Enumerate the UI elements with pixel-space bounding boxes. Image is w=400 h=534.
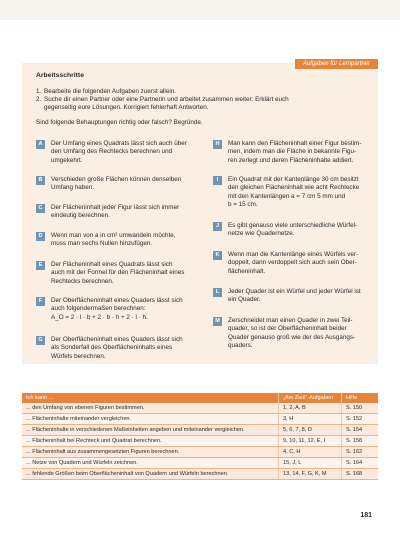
table-cell: ... Flächeninhalt aus zusammengesetzten Figuren berechnen. — [26, 449, 180, 455]
statement-i — [213, 176, 359, 209]
statement-f — [36, 297, 183, 322]
top-bar — [0, 0, 400, 20]
statement-text: Zerschneidet man einen Quader in zwei Teil- quader, so ist der Oberflächeninhalt beider Quader genauso groß wie der des Ausgangs- quaders. — [228, 317, 356, 349]
letter-badge: L — [213, 288, 222, 297]
table-row — [22, 436, 378, 447]
statement-text: Es gibt genauso viele unterschiedliche Würfel- netze wie Quadernetze. — [228, 222, 358, 238]
statement-c — [36, 204, 179, 221]
table-cell: ... den Umfang von ebenen Figuren bestimmen. — [26, 405, 145, 411]
table-cell: ... Flächeninhalte miteinander vergleichen. — [26, 416, 132, 422]
table-cell: 3, H — [278, 414, 341, 424]
table-cell: S. 154 — [341, 425, 378, 435]
statement-text: Verschieden große Flächen können denselben Umfang haben. — [51, 176, 182, 192]
table-row — [22, 425, 378, 436]
table-cell: 15, J, L — [278, 458, 341, 468]
statement-text: Der Oberflächeninhalt eines Quaders lässt sich auch folgendermaßen berechnen: A_O = 2 · l · b + 2 · b · h + 2 · l · h. — [51, 297, 183, 321]
letter-badge: F — [36, 297, 45, 306]
table-body — [22, 403, 378, 480]
statement-j — [213, 222, 357, 239]
statement-text: Ein Quadrat mit der Kantenlänge 30 cm besitzt den gleichen Flächeninhalt wie acht Rechtecke mit den Kantenlängen a = 7 cm 5 mm und b = 15 cm. — [228, 176, 360, 208]
letter-badge: K — [213, 251, 222, 260]
statement-text: Wenn man die Kantenlänge eines Würfels ver- doppelt, dann verdoppelt sich auch sein Ober- flächeninhalt. — [228, 251, 359, 275]
letter-badge: E — [36, 261, 45, 270]
statement-text: Jeder Quader ist ein Würfel und jeder Würfel ist ein Quader. — [228, 288, 361, 304]
statement-text: Der Umfang eines Quadrats lässt sich auch über den Umfang des Rechtecks berechnen und umgekehrt. — [51, 140, 187, 164]
table-row — [22, 414, 378, 425]
step-text: Bearbeite die folgenden Aufgaben zuerst allein. — [44, 88, 176, 95]
statement-text: Man kann den Flächeninhalt einer Figur bestim- men, indem man die Fläche in bekannte Figu- ren zerlegt und deren Flächeninhalte addiert. — [228, 140, 362, 164]
table-row — [22, 403, 378, 414]
statement-e — [36, 261, 184, 286]
letter-badge: D — [36, 232, 45, 241]
letter-badge: C — [36, 204, 45, 213]
table-cell: S. 158 — [341, 436, 378, 446]
table-header — [22, 393, 378, 403]
letter-badge: H — [213, 140, 222, 149]
table-row — [22, 458, 378, 469]
statement-g — [36, 336, 183, 361]
step-number: 2. — [36, 96, 42, 103]
step-number: 1. — [36, 88, 42, 95]
statement-a — [36, 140, 187, 165]
steps-list — [36, 88, 356, 112]
letter-badge: M — [213, 317, 222, 326]
table-cell: 5, 6, 7, 8, D — [278, 425, 341, 435]
letter-badge: I — [213, 176, 222, 185]
table-cell: 4, C, H — [278, 447, 341, 457]
table-cell: 1, 2, A, B — [278, 403, 341, 413]
step-item — [36, 96, 356, 112]
table-cell: ... Flächeninhalt bei Rechteck und Quadrat berechnen. — [26, 438, 162, 444]
header-cell: Hilfe — [341, 393, 378, 403]
table-cell: ... fehlende Größen beim Oberflächeninhalt von Quadern und Würfeln berechnen. — [26, 471, 229, 477]
table-cell: ... Netze von Quadern und Würfeln zeichnen. — [26, 460, 138, 466]
statement-text: Der Oberflächeninhalt eines Quaders lässt sich als Sonderfall des Oberflächeninhalts eines Würfels berechnen. — [51, 336, 183, 360]
step-text: Suche dir einen Partner oder eine Partnerin und arbeitet zusammen weiter: Erklärt euch gegenseitig eure Lösungen. Korrigiert fehlerhaft Antworten. — [44, 96, 289, 111]
statement-d — [36, 232, 175, 249]
table-cell: S. 152 — [341, 414, 378, 424]
table-cell: S. 150 — [341, 403, 378, 413]
table-cell: 13, 14, F, G, K, M — [278, 469, 341, 479]
letter-badge: J — [213, 222, 222, 231]
statement-h — [213, 140, 361, 165]
table-cell: ... Flächeninhalte in verschiedenen Maßeinheiten angeben und miteinander vergleichen. — [26, 427, 245, 433]
table-cell: S. 168 — [341, 469, 378, 479]
table-row — [22, 469, 378, 480]
statement-k — [213, 251, 358, 276]
header-cell: „Am Ziel!“-Aufgaben — [278, 393, 341, 403]
header-cell: Ich kann ... — [26, 395, 54, 401]
question-prompt: Sind folgende Behauptungen richtig oder falsch? Begründe. — [36, 119, 203, 126]
self-assessment-table — [22, 393, 378, 480]
letter-badge: G — [36, 336, 45, 345]
partner-tag: Aufgaben für Lernpartner — [295, 59, 378, 69]
step-item — [36, 88, 356, 96]
table-cell: S. 162 — [341, 447, 378, 457]
table-cell: 9, 10, 11, 12, E, I — [278, 436, 341, 446]
statement-text: Der Flächeninhalt jeder Figur lässt sich immer eindeutig berechnen. — [51, 204, 180, 220]
section-heading: Arbeitsschritte — [36, 72, 84, 79]
statement-l — [213, 288, 361, 305]
statement-m — [213, 317, 355, 350]
letter-badge: B — [36, 176, 45, 185]
statement-b — [36, 176, 181, 193]
statement-text: Der Flächeninhalt eines Quadrats lässt sich auch mit der Formel für den Flächeninhalt eines Rechtecks berechnen. — [51, 261, 185, 285]
letter-badge: A — [36, 140, 45, 149]
table-row — [22, 447, 378, 458]
statement-text: Wenn man von a in cm² umwandeln möchte, muss man sechs Nullen hinzufügen. — [51, 232, 176, 248]
page-number: 181 — [360, 512, 372, 519]
table-cell: S. 164 — [341, 458, 378, 468]
